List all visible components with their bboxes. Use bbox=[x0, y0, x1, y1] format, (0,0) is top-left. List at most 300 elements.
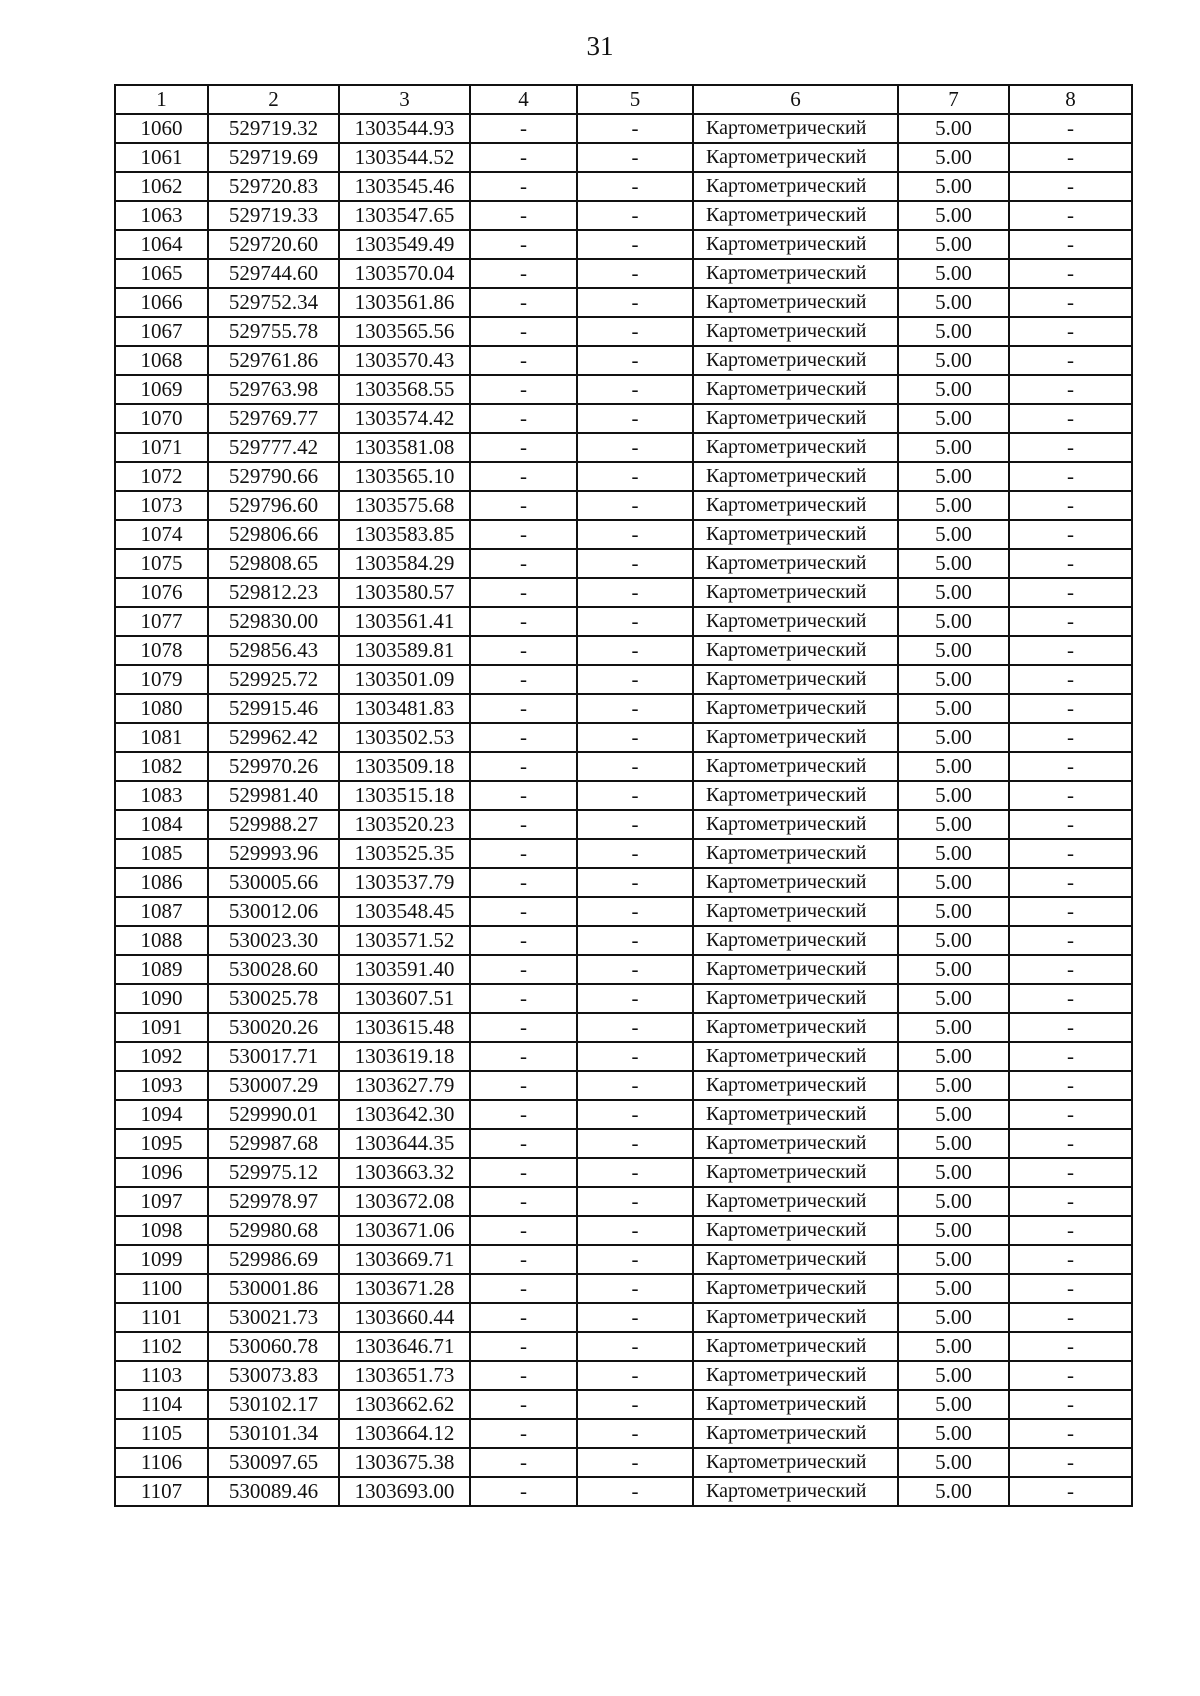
col-4-cell: - bbox=[470, 1274, 577, 1303]
col-4-cell: - bbox=[470, 230, 577, 259]
method-cell: Картометрический bbox=[693, 636, 898, 665]
y-coordinate-cell: 1303549.49 bbox=[339, 230, 470, 259]
point-number-cell: 1099 bbox=[115, 1245, 208, 1274]
col-8-cell: - bbox=[1009, 346, 1132, 375]
point-number-cell: 1069 bbox=[115, 375, 208, 404]
table-row bbox=[115, 433, 1132, 462]
method-cell: Картометрический bbox=[693, 520, 898, 549]
y-coordinate-cell: 1303509.18 bbox=[339, 752, 470, 781]
col-4-cell: - bbox=[470, 375, 577, 404]
x-coordinate-cell: 530060.78 bbox=[208, 1332, 339, 1361]
col-8-cell: - bbox=[1009, 491, 1132, 520]
accuracy-cell: 5.00 bbox=[898, 288, 1009, 317]
col-4-cell: - bbox=[470, 723, 577, 752]
table-row bbox=[115, 868, 1132, 897]
y-coordinate-cell: 1303642.30 bbox=[339, 1100, 470, 1129]
point-number-cell: 1082 bbox=[115, 752, 208, 781]
table-row bbox=[115, 288, 1132, 317]
col-4-cell: - bbox=[470, 1245, 577, 1274]
method-cell: Картометрический bbox=[693, 172, 898, 201]
accuracy-cell: 5.00 bbox=[898, 1158, 1009, 1187]
col-8-cell: - bbox=[1009, 1361, 1132, 1390]
x-coordinate-cell: 530097.65 bbox=[208, 1448, 339, 1477]
x-coordinate-cell: 529980.68 bbox=[208, 1216, 339, 1245]
accuracy-cell: 5.00 bbox=[898, 636, 1009, 665]
x-coordinate-cell: 529719.32 bbox=[208, 114, 339, 143]
y-coordinate-cell: 1303545.46 bbox=[339, 172, 470, 201]
col-4-cell: - bbox=[470, 491, 577, 520]
point-number-cell: 1104 bbox=[115, 1390, 208, 1419]
col-8-cell: - bbox=[1009, 723, 1132, 752]
point-number-cell: 1094 bbox=[115, 1100, 208, 1129]
accuracy-cell: 5.00 bbox=[898, 1216, 1009, 1245]
point-number-cell: 1093 bbox=[115, 1071, 208, 1100]
col-5-cell: - bbox=[577, 926, 693, 955]
col-8-cell: - bbox=[1009, 172, 1132, 201]
col-8-cell: - bbox=[1009, 868, 1132, 897]
table-row bbox=[115, 1477, 1132, 1506]
accuracy-cell: 5.00 bbox=[898, 781, 1009, 810]
method-cell: Картометрический bbox=[693, 230, 898, 259]
col-4-cell: - bbox=[470, 259, 577, 288]
method-cell: Картометрический bbox=[693, 1013, 898, 1042]
x-coordinate-cell: 529856.43 bbox=[208, 636, 339, 665]
col-8-cell: - bbox=[1009, 462, 1132, 491]
x-coordinate-cell: 529993.96 bbox=[208, 839, 339, 868]
col-8-cell: - bbox=[1009, 781, 1132, 810]
x-coordinate-cell: 529790.66 bbox=[208, 462, 339, 491]
method-cell: Картометрический bbox=[693, 1158, 898, 1187]
accuracy-cell: 5.00 bbox=[898, 172, 1009, 201]
x-coordinate-cell: 530089.46 bbox=[208, 1477, 339, 1506]
x-coordinate-cell: 530023.30 bbox=[208, 926, 339, 955]
col-4-cell: - bbox=[470, 955, 577, 984]
table-row bbox=[115, 665, 1132, 694]
x-coordinate-cell: 529990.01 bbox=[208, 1100, 339, 1129]
col-5-cell: - bbox=[577, 201, 693, 230]
y-coordinate-cell: 1303664.12 bbox=[339, 1419, 470, 1448]
accuracy-cell: 5.00 bbox=[898, 955, 1009, 984]
col-5-cell: - bbox=[577, 694, 693, 723]
column-header-4: 4 bbox=[470, 85, 577, 114]
method-cell: Картометрический bbox=[693, 694, 898, 723]
table-row bbox=[115, 1071, 1132, 1100]
col-4-cell: - bbox=[470, 897, 577, 926]
col-8-cell: - bbox=[1009, 752, 1132, 781]
table-row bbox=[115, 810, 1132, 839]
table-row bbox=[115, 1303, 1132, 1332]
col-5-cell: - bbox=[577, 1477, 693, 1506]
table-header bbox=[115, 85, 1132, 114]
accuracy-cell: 5.00 bbox=[898, 926, 1009, 955]
point-number-cell: 1079 bbox=[115, 665, 208, 694]
point-number-cell: 1084 bbox=[115, 810, 208, 839]
y-coordinate-cell: 1303565.10 bbox=[339, 462, 470, 491]
col-5-cell: - bbox=[577, 462, 693, 491]
col-4-cell: - bbox=[470, 288, 577, 317]
col-4-cell: - bbox=[470, 1303, 577, 1332]
accuracy-cell: 5.00 bbox=[898, 578, 1009, 607]
table-row bbox=[115, 926, 1132, 955]
x-coordinate-cell: 529970.26 bbox=[208, 752, 339, 781]
y-coordinate-cell: 1303580.57 bbox=[339, 578, 470, 607]
y-coordinate-cell: 1303651.73 bbox=[339, 1361, 470, 1390]
col-5-cell: - bbox=[577, 636, 693, 665]
y-coordinate-cell: 1303581.08 bbox=[339, 433, 470, 462]
y-coordinate-cell: 1303672.08 bbox=[339, 1187, 470, 1216]
col-5-cell: - bbox=[577, 1245, 693, 1274]
col-4-cell: - bbox=[470, 549, 577, 578]
col-4-cell: - bbox=[470, 694, 577, 723]
point-number-cell: 1088 bbox=[115, 926, 208, 955]
x-coordinate-cell: 529720.83 bbox=[208, 172, 339, 201]
table-row bbox=[115, 1332, 1132, 1361]
accuracy-cell: 5.00 bbox=[898, 1100, 1009, 1129]
table-row bbox=[115, 143, 1132, 172]
col-8-cell: - bbox=[1009, 230, 1132, 259]
method-cell: Картометрический bbox=[693, 1071, 898, 1100]
y-coordinate-cell: 1303481.83 bbox=[339, 694, 470, 723]
method-cell: Картометрический bbox=[693, 781, 898, 810]
y-coordinate-cell: 1303615.48 bbox=[339, 1013, 470, 1042]
point-number-cell: 1106 bbox=[115, 1448, 208, 1477]
col-5-cell: - bbox=[577, 1042, 693, 1071]
x-coordinate-cell: 530073.83 bbox=[208, 1361, 339, 1390]
col-4-cell: - bbox=[470, 781, 577, 810]
y-coordinate-cell: 1303575.68 bbox=[339, 491, 470, 520]
col-8-cell: - bbox=[1009, 259, 1132, 288]
col-8-cell: - bbox=[1009, 839, 1132, 868]
column-header-7: 7 bbox=[898, 85, 1009, 114]
accuracy-cell: 5.00 bbox=[898, 1361, 1009, 1390]
point-number-cell: 1083 bbox=[115, 781, 208, 810]
y-coordinate-cell: 1303561.41 bbox=[339, 607, 470, 636]
col-8-cell: - bbox=[1009, 1158, 1132, 1187]
method-cell: Картометрический bbox=[693, 1332, 898, 1361]
col-4-cell: - bbox=[470, 1013, 577, 1042]
y-coordinate-cell: 1303693.00 bbox=[339, 1477, 470, 1506]
col-8-cell: - bbox=[1009, 810, 1132, 839]
col-8-cell: - bbox=[1009, 404, 1132, 433]
x-coordinate-cell: 530020.26 bbox=[208, 1013, 339, 1042]
col-4-cell: - bbox=[470, 143, 577, 172]
method-cell: Картометрический bbox=[693, 288, 898, 317]
accuracy-cell: 5.00 bbox=[898, 375, 1009, 404]
col-8-cell: - bbox=[1009, 926, 1132, 955]
point-number-cell: 1090 bbox=[115, 984, 208, 1013]
x-coordinate-cell: 529808.65 bbox=[208, 549, 339, 578]
accuracy-cell: 5.00 bbox=[898, 1448, 1009, 1477]
method-cell: Картометрический bbox=[693, 462, 898, 491]
col-8-cell: - bbox=[1009, 1100, 1132, 1129]
table-row bbox=[115, 1216, 1132, 1245]
table-row bbox=[115, 404, 1132, 433]
method-cell: Картометрический bbox=[693, 1245, 898, 1274]
method-cell: Картометрический bbox=[693, 143, 898, 172]
point-number-cell: 1065 bbox=[115, 259, 208, 288]
col-8-cell: - bbox=[1009, 897, 1132, 926]
y-coordinate-cell: 1303644.35 bbox=[339, 1129, 470, 1158]
point-number-cell: 1068 bbox=[115, 346, 208, 375]
col-5-cell: - bbox=[577, 1332, 693, 1361]
point-number-cell: 1097 bbox=[115, 1187, 208, 1216]
column-header-5: 5 bbox=[577, 85, 693, 114]
y-coordinate-cell: 1303568.55 bbox=[339, 375, 470, 404]
col-4-cell: - bbox=[470, 1419, 577, 1448]
accuracy-cell: 5.00 bbox=[898, 665, 1009, 694]
accuracy-cell: 5.00 bbox=[898, 868, 1009, 897]
x-coordinate-cell: 529744.60 bbox=[208, 259, 339, 288]
method-cell: Картометрический bbox=[693, 114, 898, 143]
method-cell: Картометрический bbox=[693, 259, 898, 288]
point-number-cell: 1066 bbox=[115, 288, 208, 317]
table-row bbox=[115, 520, 1132, 549]
accuracy-cell: 5.00 bbox=[898, 346, 1009, 375]
accuracy-cell: 5.00 bbox=[898, 694, 1009, 723]
col-5-cell: - bbox=[577, 433, 693, 462]
col-5-cell: - bbox=[577, 1274, 693, 1303]
col-5-cell: - bbox=[577, 520, 693, 549]
col-8-cell: - bbox=[1009, 694, 1132, 723]
accuracy-cell: 5.00 bbox=[898, 491, 1009, 520]
method-cell: Картометрический bbox=[693, 549, 898, 578]
col-4-cell: - bbox=[470, 1390, 577, 1419]
accuracy-cell: 5.00 bbox=[898, 752, 1009, 781]
table-row bbox=[115, 375, 1132, 404]
col-5-cell: - bbox=[577, 114, 693, 143]
method-cell: Картометрический bbox=[693, 868, 898, 897]
col-4-cell: - bbox=[470, 839, 577, 868]
method-cell: Картометрический bbox=[693, 433, 898, 462]
point-number-cell: 1105 bbox=[115, 1419, 208, 1448]
table-row bbox=[115, 1448, 1132, 1477]
col-8-cell: - bbox=[1009, 1274, 1132, 1303]
table-row bbox=[115, 462, 1132, 491]
accuracy-cell: 5.00 bbox=[898, 114, 1009, 143]
col-5-cell: - bbox=[577, 955, 693, 984]
method-cell: Картометрический bbox=[693, 1187, 898, 1216]
x-coordinate-cell: 530102.17 bbox=[208, 1390, 339, 1419]
method-cell: Картометрический bbox=[693, 1303, 898, 1332]
point-number-cell: 1071 bbox=[115, 433, 208, 462]
table-row bbox=[115, 607, 1132, 636]
col-4-cell: - bbox=[470, 1332, 577, 1361]
method-cell: Картометрический bbox=[693, 1129, 898, 1158]
point-number-cell: 1070 bbox=[115, 404, 208, 433]
table-row bbox=[115, 346, 1132, 375]
point-number-cell: 1075 bbox=[115, 549, 208, 578]
y-coordinate-cell: 1303548.45 bbox=[339, 897, 470, 926]
col-8-cell: - bbox=[1009, 984, 1132, 1013]
point-number-cell: 1100 bbox=[115, 1274, 208, 1303]
y-coordinate-cell: 1303502.53 bbox=[339, 723, 470, 752]
col-5-cell: - bbox=[577, 1158, 693, 1187]
accuracy-cell: 5.00 bbox=[898, 433, 1009, 462]
col-8-cell: - bbox=[1009, 1448, 1132, 1477]
point-number-cell: 1102 bbox=[115, 1332, 208, 1361]
y-coordinate-cell: 1303607.51 bbox=[339, 984, 470, 1013]
y-coordinate-cell: 1303619.18 bbox=[339, 1042, 470, 1071]
y-coordinate-cell: 1303671.28 bbox=[339, 1274, 470, 1303]
accuracy-cell: 5.00 bbox=[898, 230, 1009, 259]
col-8-cell: - bbox=[1009, 201, 1132, 230]
point-number-cell: 1076 bbox=[115, 578, 208, 607]
x-coordinate-cell: 529719.69 bbox=[208, 143, 339, 172]
col-4-cell: - bbox=[470, 201, 577, 230]
table-row bbox=[115, 839, 1132, 868]
y-coordinate-cell: 1303591.40 bbox=[339, 955, 470, 984]
point-number-cell: 1060 bbox=[115, 114, 208, 143]
col-5-cell: - bbox=[577, 1216, 693, 1245]
y-coordinate-cell: 1303627.79 bbox=[339, 1071, 470, 1100]
method-cell: Картометрический bbox=[693, 1274, 898, 1303]
col-5-cell: - bbox=[577, 1390, 693, 1419]
col-5-cell: - bbox=[577, 665, 693, 694]
col-5-cell: - bbox=[577, 1187, 693, 1216]
col-4-cell: - bbox=[470, 404, 577, 433]
col-5-cell: - bbox=[577, 172, 693, 201]
accuracy-cell: 5.00 bbox=[898, 897, 1009, 926]
col-4-cell: - bbox=[470, 752, 577, 781]
table-row bbox=[115, 259, 1132, 288]
col-4-cell: - bbox=[470, 433, 577, 462]
method-cell: Картометрический bbox=[693, 375, 898, 404]
x-coordinate-cell: 529755.78 bbox=[208, 317, 339, 346]
column-header-6: 6 bbox=[693, 85, 898, 114]
col-5-cell: - bbox=[577, 404, 693, 433]
y-coordinate-cell: 1303584.29 bbox=[339, 549, 470, 578]
table-row bbox=[115, 1390, 1132, 1419]
col-4-cell: - bbox=[470, 810, 577, 839]
table-row bbox=[115, 955, 1132, 984]
accuracy-cell: 5.00 bbox=[898, 549, 1009, 578]
col-4-cell: - bbox=[470, 665, 577, 694]
col-4-cell: - bbox=[470, 926, 577, 955]
col-4-cell: - bbox=[470, 1071, 577, 1100]
accuracy-cell: 5.00 bbox=[898, 723, 1009, 752]
col-4-cell: - bbox=[470, 1448, 577, 1477]
point-number-cell: 1098 bbox=[115, 1216, 208, 1245]
col-4-cell: - bbox=[470, 1042, 577, 1071]
table-row bbox=[115, 201, 1132, 230]
col-8-cell: - bbox=[1009, 578, 1132, 607]
accuracy-cell: 5.00 bbox=[898, 201, 1009, 230]
table-row bbox=[115, 984, 1132, 1013]
col-8-cell: - bbox=[1009, 1303, 1132, 1332]
x-coordinate-cell: 529761.86 bbox=[208, 346, 339, 375]
method-cell: Картометрический bbox=[693, 926, 898, 955]
col-4-cell: - bbox=[470, 578, 577, 607]
col-8-cell: - bbox=[1009, 636, 1132, 665]
x-coordinate-cell: 529719.33 bbox=[208, 201, 339, 230]
col-5-cell: - bbox=[577, 1071, 693, 1100]
col-5-cell: - bbox=[577, 839, 693, 868]
point-number-cell: 1086 bbox=[115, 868, 208, 897]
x-coordinate-cell: 529915.46 bbox=[208, 694, 339, 723]
table-row bbox=[115, 230, 1132, 259]
x-coordinate-cell: 529830.00 bbox=[208, 607, 339, 636]
table-body bbox=[115, 114, 1132, 1506]
accuracy-cell: 5.00 bbox=[898, 839, 1009, 868]
point-number-cell: 1085 bbox=[115, 839, 208, 868]
accuracy-cell: 5.00 bbox=[898, 1245, 1009, 1274]
col-5-cell: - bbox=[577, 288, 693, 317]
x-coordinate-cell: 530021.73 bbox=[208, 1303, 339, 1332]
y-coordinate-cell: 1303544.93 bbox=[339, 114, 470, 143]
col-5-cell: - bbox=[577, 607, 693, 636]
table-row bbox=[115, 1129, 1132, 1158]
table-row bbox=[115, 1158, 1132, 1187]
column-header-1: 1 bbox=[115, 85, 208, 114]
col-8-cell: - bbox=[1009, 1216, 1132, 1245]
col-4-cell: - bbox=[470, 984, 577, 1013]
method-cell: Картометрический bbox=[693, 897, 898, 926]
col-8-cell: - bbox=[1009, 1013, 1132, 1042]
col-4-cell: - bbox=[470, 636, 577, 665]
table-row bbox=[115, 114, 1132, 143]
method-cell: Картометрический bbox=[693, 984, 898, 1013]
col-8-cell: - bbox=[1009, 1071, 1132, 1100]
accuracy-cell: 5.00 bbox=[898, 259, 1009, 288]
col-5-cell: - bbox=[577, 491, 693, 520]
y-coordinate-cell: 1303570.43 bbox=[339, 346, 470, 375]
method-cell: Картометрический bbox=[693, 810, 898, 839]
col-5-cell: - bbox=[577, 897, 693, 926]
point-number-cell: 1087 bbox=[115, 897, 208, 926]
table-row bbox=[115, 491, 1132, 520]
col-8-cell: - bbox=[1009, 520, 1132, 549]
coordinates-table bbox=[114, 84, 1133, 1507]
table-row bbox=[115, 694, 1132, 723]
method-cell: Картометрический bbox=[693, 723, 898, 752]
y-coordinate-cell: 1303547.65 bbox=[339, 201, 470, 230]
accuracy-cell: 5.00 bbox=[898, 1187, 1009, 1216]
method-cell: Картометрический bbox=[693, 201, 898, 230]
method-cell: Картометрический bbox=[693, 578, 898, 607]
y-coordinate-cell: 1303571.52 bbox=[339, 926, 470, 955]
method-cell: Картометрический bbox=[693, 1390, 898, 1419]
table-row bbox=[115, 1274, 1132, 1303]
accuracy-cell: 5.00 bbox=[898, 317, 1009, 346]
point-number-cell: 1081 bbox=[115, 723, 208, 752]
x-coordinate-cell: 529988.27 bbox=[208, 810, 339, 839]
table-row bbox=[115, 549, 1132, 578]
table-row bbox=[115, 578, 1132, 607]
col-4-cell: - bbox=[470, 172, 577, 201]
accuracy-cell: 5.00 bbox=[898, 1129, 1009, 1158]
y-coordinate-cell: 1303583.85 bbox=[339, 520, 470, 549]
x-coordinate-cell: 530012.06 bbox=[208, 897, 339, 926]
accuracy-cell: 5.00 bbox=[898, 607, 1009, 636]
table-row bbox=[115, 1419, 1132, 1448]
col-8-cell: - bbox=[1009, 549, 1132, 578]
accuracy-cell: 5.00 bbox=[898, 404, 1009, 433]
point-number-cell: 1063 bbox=[115, 201, 208, 230]
method-cell: Картометрический bbox=[693, 1361, 898, 1390]
col-4-cell: - bbox=[470, 1100, 577, 1129]
col-4-cell: - bbox=[470, 462, 577, 491]
y-coordinate-cell: 1303669.71 bbox=[339, 1245, 470, 1274]
point-number-cell: 1096 bbox=[115, 1158, 208, 1187]
point-number-cell: 1074 bbox=[115, 520, 208, 549]
column-header-2: 2 bbox=[208, 85, 339, 114]
y-coordinate-cell: 1303663.32 bbox=[339, 1158, 470, 1187]
x-coordinate-cell: 529962.42 bbox=[208, 723, 339, 752]
x-coordinate-cell: 529812.23 bbox=[208, 578, 339, 607]
col-5-cell: - bbox=[577, 375, 693, 404]
col-4-cell: - bbox=[470, 1129, 577, 1158]
table-row bbox=[115, 752, 1132, 781]
